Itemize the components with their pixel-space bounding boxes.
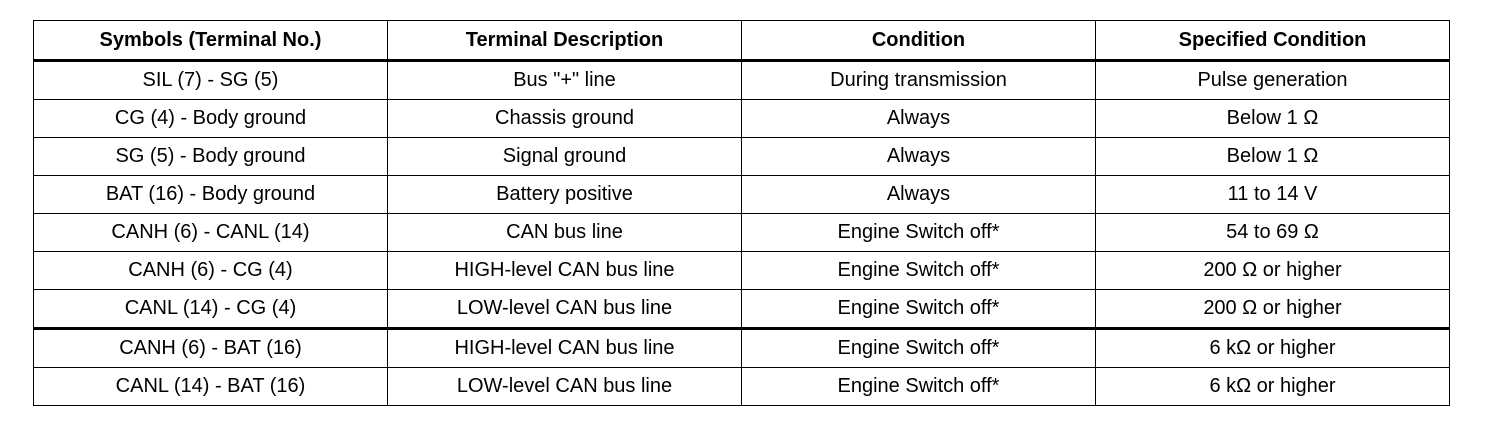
cell-condition: Always — [742, 176, 1096, 214]
cell-symbols: CANH (6) - CANL (14) — [34, 214, 388, 252]
table-row — [34, 61, 1450, 100]
cell-specified-condition: 11 to 14 V — [1096, 176, 1450, 214]
cell-terminal-description: Chassis ground — [388, 100, 742, 138]
table-row — [34, 214, 1450, 252]
cell-specified-condition: 200 Ω or higher — [1096, 290, 1450, 329]
cell-condition: Engine Switch off* — [742, 368, 1096, 406]
table-row — [34, 290, 1450, 329]
cell-symbols: SIL (7) - SG (5) — [34, 61, 388, 100]
cell-terminal-description: HIGH-level CAN bus line — [388, 252, 742, 290]
cell-terminal-description: Signal ground — [388, 138, 742, 176]
cell-specified-condition: 6 kΩ or higher — [1096, 368, 1450, 406]
cell-condition: Engine Switch off* — [742, 290, 1096, 329]
cell-condition: During transmission — [742, 61, 1096, 100]
cell-condition: Engine Switch off* — [742, 252, 1096, 290]
cell-condition: Always — [742, 138, 1096, 176]
cell-symbols: CANH (6) - BAT (16) — [34, 329, 388, 368]
header-specified-condition: Specified Condition — [1096, 21, 1450, 61]
cell-condition: Engine Switch off* — [742, 214, 1096, 252]
cell-specified-condition: Below 1 Ω — [1096, 138, 1450, 176]
cell-specified-condition: 54 to 69 Ω — [1096, 214, 1450, 252]
table-row — [34, 176, 1450, 214]
header-condition: Condition — [742, 21, 1096, 61]
cell-terminal-description: CAN bus line — [388, 214, 742, 252]
header-symbols: Symbols (Terminal No.) — [34, 21, 388, 61]
cell-specified-condition: 6 kΩ or higher — [1096, 329, 1450, 368]
table-row — [34, 368, 1450, 406]
cell-specified-condition: Below 1 Ω — [1096, 100, 1450, 138]
table-row — [34, 100, 1450, 138]
table-header — [34, 21, 1450, 61]
table-row — [34, 252, 1450, 290]
cell-specified-condition: 200 Ω or higher — [1096, 252, 1450, 290]
terminal-inspection-table — [33, 20, 1450, 406]
cell-symbols: BAT (16) - Body ground — [34, 176, 388, 214]
cell-symbols: CG (4) - Body ground — [34, 100, 388, 138]
header-terminal-description: Terminal Description — [388, 21, 742, 61]
cell-symbols: CANL (14) - BAT (16) — [34, 368, 388, 406]
cell-terminal-description: HIGH-level CAN bus line — [388, 329, 742, 368]
header-row — [34, 21, 1450, 61]
terminal-inspection-table-wrapper — [33, 20, 1449, 406]
cell-terminal-description: LOW-level CAN bus line — [388, 368, 742, 406]
table-body — [34, 61, 1450, 406]
cell-specified-condition: Pulse generation — [1096, 61, 1450, 100]
cell-condition: Engine Switch off* — [742, 329, 1096, 368]
cell-symbols: CANH (6) - CG (4) — [34, 252, 388, 290]
cell-symbols: SG (5) - Body ground — [34, 138, 388, 176]
cell-terminal-description: LOW-level CAN bus line — [388, 290, 742, 329]
cell-symbols: CANL (14) - CG (4) — [34, 290, 388, 329]
cell-condition: Always — [742, 100, 1096, 138]
table-row — [34, 329, 1450, 368]
table-row — [34, 138, 1450, 176]
cell-terminal-description: Bus "+" line — [388, 61, 742, 100]
cell-terminal-description: Battery positive — [388, 176, 742, 214]
